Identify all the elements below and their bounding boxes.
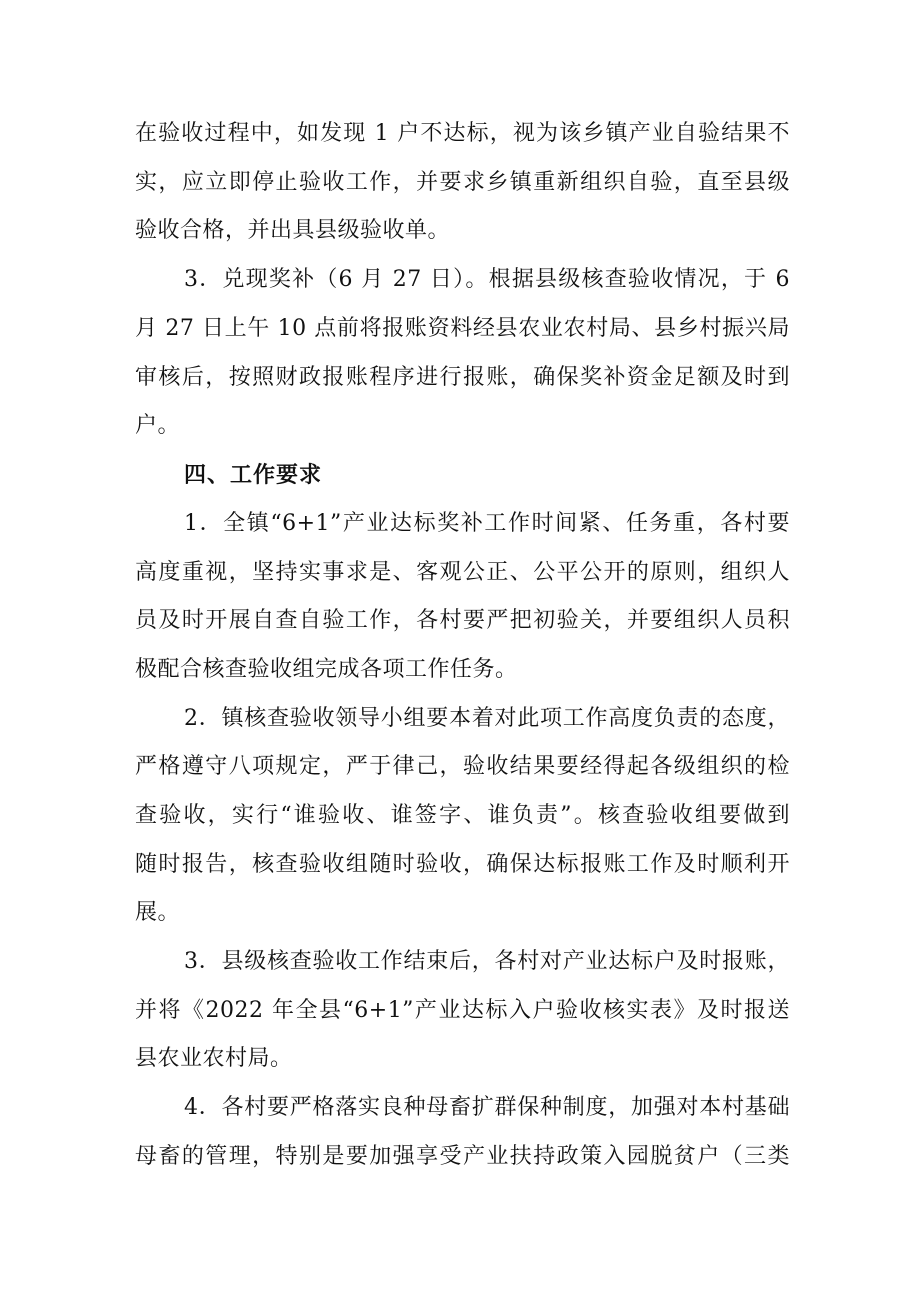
text-line: 实，应立即停止验收工作，并要求乡镇重新组织自验，直至县级 bbox=[135, 170, 790, 195]
section-heading: 四、工作要求 bbox=[184, 463, 323, 488]
text-line: 母畜的管理，特别是要加强享受产业扶持政策入园脱贫户（三类 bbox=[135, 1144, 790, 1169]
text-line: 3．县级核查验收工作结束后，各村对产业达标户及时报账， bbox=[184, 949, 790, 974]
text-line: 严格遵守八项规定，严于律己，验收结果要经得起各级组织的检 bbox=[135, 754, 790, 779]
text-line: 展。 bbox=[135, 900, 181, 925]
text-line: 高度重视，坚持实事求是、客观公正、公平公开的原则，组织人 bbox=[135, 560, 790, 585]
text-line: 随时报告，核查验收组随时验收，确保达标报账工作及时顺利开 bbox=[135, 852, 790, 877]
text-line: 审核后，按照财政报账程序进行报账，确保奖补资金足额及时到 bbox=[135, 365, 790, 390]
text-line: 月 27 日上午 10 点前将报账资料经县农业农村局、县乡村振兴局 bbox=[135, 316, 790, 341]
text-line: 4．各村要严格落实良种母畜扩群保种制度，加强对本村基础 bbox=[184, 1095, 790, 1120]
text-line: 验收合格，并出具县级验收单。 bbox=[135, 218, 451, 243]
text-line: 户。 bbox=[135, 413, 181, 438]
text-line: 2．镇核查验收领导小组要本着对此项工作高度负责的态度， bbox=[184, 706, 790, 731]
text-line: 在验收过程中，如发现 1 户不达标，视为该乡镇产业自验结果不 bbox=[135, 121, 790, 146]
text-line: 极配合核查验收组完成各项工作任务。 bbox=[135, 657, 518, 682]
text-line: 查验收，实行“谁验收、谁签字、谁负责”。核查验收组要做到 bbox=[135, 803, 790, 828]
text-line: 1．全镇“6+1”产业达标奖补工作时间紧、任务重，各村要 bbox=[184, 511, 790, 536]
text-line: 并将《2022 年全县“6+1”产业达标入户验收核实表》及时报送 bbox=[135, 998, 790, 1023]
text-line: 员及时开展自查自验工作，各村要严把初验关，并要组织人员积 bbox=[135, 608, 790, 633]
text-line: 3．兑现奖补（6 月 27 日）。根据县级核查验收情况，于 6 bbox=[184, 267, 790, 292]
text-line: 县农业农村局。 bbox=[135, 1046, 293, 1071]
